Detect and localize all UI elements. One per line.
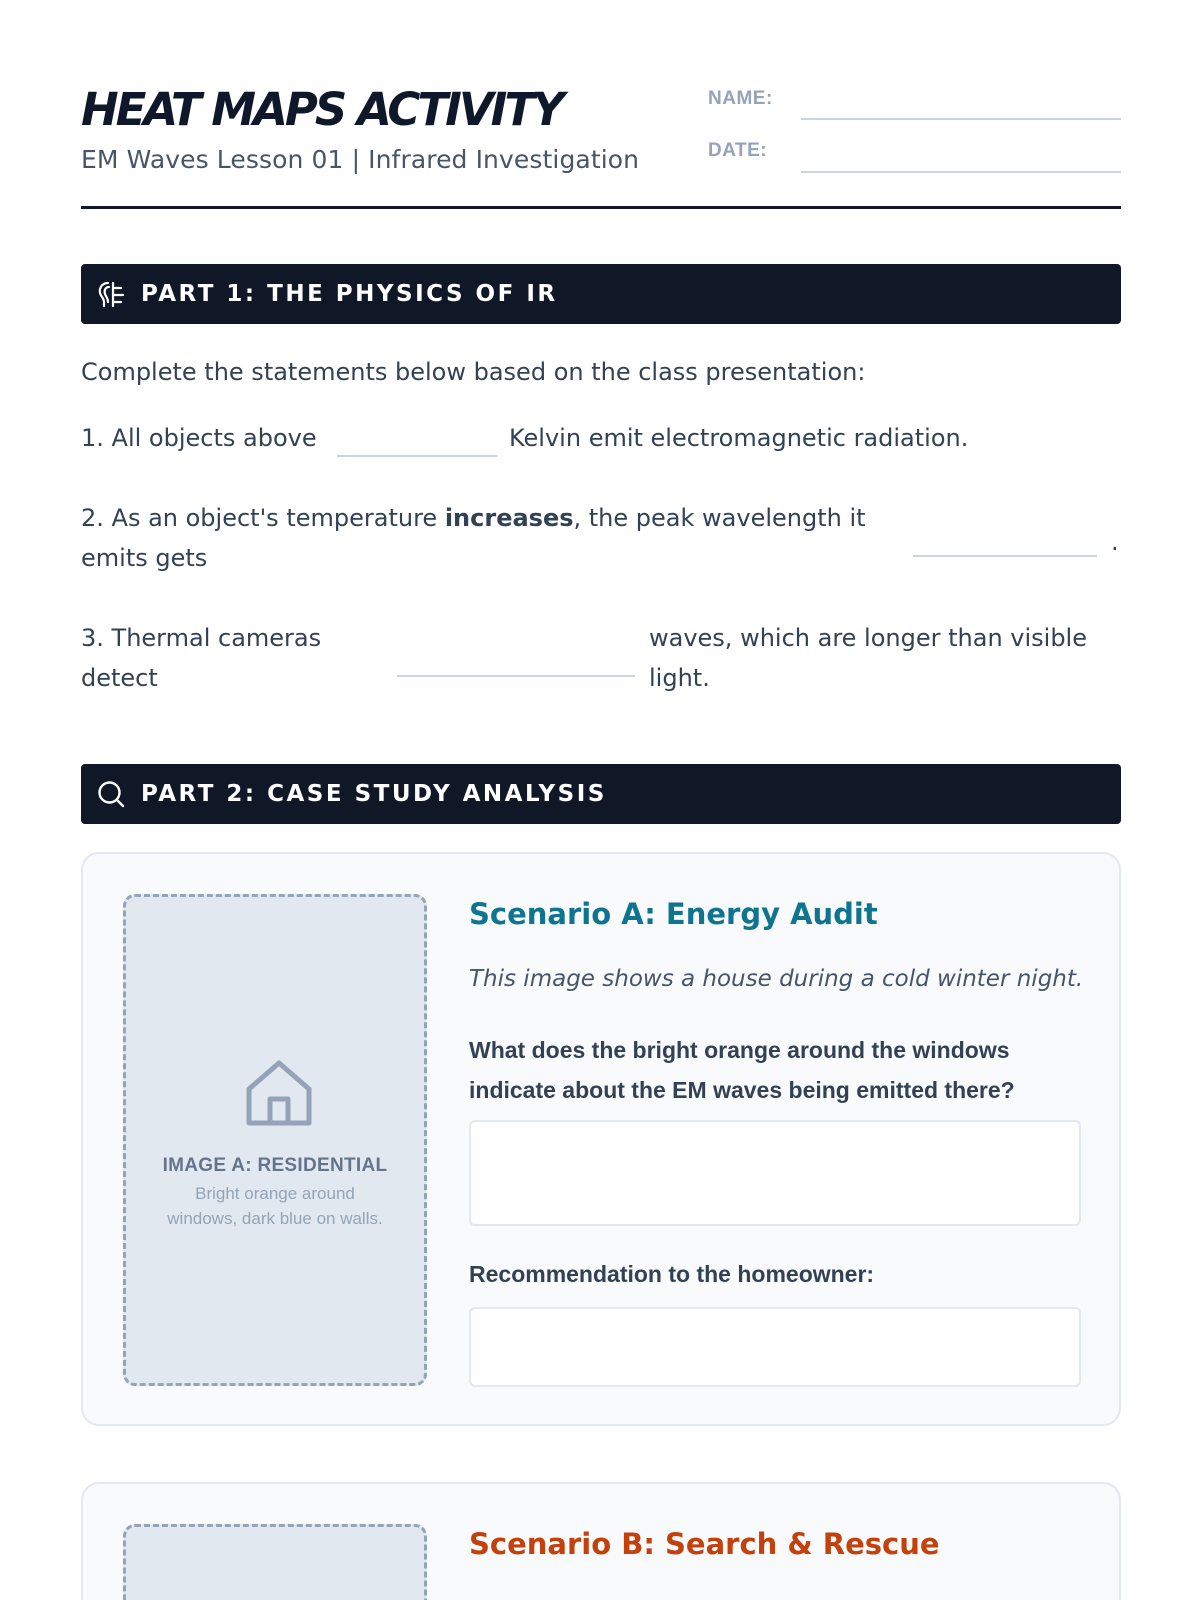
scenario-a-question1-line1: What does the bright orange around the windows [469, 1037, 1010, 1063]
q3-text-after-line1: waves, which are longer than visible [649, 624, 1087, 652]
scenario-a-question2: Recommendation to the homeowner: [469, 1261, 875, 1287]
q1-blank[interactable] [337, 455, 497, 457]
scenario-a-image-title: IMAGE A: RESIDENTIAL [162, 1155, 388, 1176]
part2-header [81, 764, 1121, 824]
scenario-a-image-desc-line1: Bright orange around [195, 1184, 355, 1203]
name-label: NAME: [708, 88, 773, 109]
scenario-a-question1-line2: indicate about the EM waves being emitted there? [469, 1077, 1015, 1103]
scenario-b-title: Scenario B: Search & Rescue [469, 1527, 940, 1561]
scenario-a-answer2-input[interactable] [469, 1307, 1081, 1387]
search-icon [95, 778, 127, 810]
scenario-a-image-placeholder [123, 894, 427, 1386]
scenario-a-answer1-input[interactable] [469, 1120, 1081, 1226]
part2-title: PART 2: CASE STUDY ANALYSIS [141, 781, 607, 807]
q3-text-after-line2: light. [649, 664, 710, 692]
date-label: DATE: [708, 140, 768, 161]
header-divider [81, 206, 1121, 209]
q2-period: . [1111, 528, 1119, 556]
name-field[interactable] [801, 118, 1121, 120]
scenario-a-image-desc [126, 1181, 424, 1231]
q3-text-line2: detect [81, 664, 158, 692]
page-subtitle: EM Waves Lesson 01 | Infrared Investigation [81, 145, 640, 174]
page-title: HEAT MAPS ACTIVITY [81, 83, 562, 136]
q3-text-line1: 3. Thermal cameras [81, 624, 322, 652]
scenario-b-image-placeholder [123, 1524, 427, 1600]
thermal-sensor-icon [95, 278, 127, 310]
scenario-a-context: This image shows a house during a cold winter night. [469, 966, 1084, 992]
scenario-a-question1 [469, 1030, 1069, 1110]
q2-text-line2: emits gets [81, 544, 208, 572]
part1-intro: Complete the statements below based on the class presentation: [81, 358, 866, 386]
q2-text-before: 2. As an object's temperature [81, 504, 438, 532]
house-icon [244, 1057, 314, 1129]
q2-text [81, 498, 866, 538]
scenario-a-title: Scenario A: Energy Audit [469, 897, 878, 931]
part1-header [81, 264, 1121, 324]
part1-title: PART 1: THE PHYSICS OF IR [141, 281, 558, 307]
scenario-b-card [81, 1482, 1121, 1600]
scenario-a-image-desc-line2: windows, dark blue on walls. [167, 1209, 383, 1228]
q2-text-bold: increases [444, 504, 574, 532]
worksheet-page [81, 0, 1121, 1600]
q2-text-after: , the peak wavelength it [573, 504, 866, 532]
q1-text-after: Kelvin emit electromagnetic radiation. [509, 424, 969, 452]
scenario-a-card [81, 852, 1121, 1426]
q1-text-before: 1. All objects above [81, 424, 317, 452]
q2-blank[interactable] [913, 555, 1097, 557]
q3-blank[interactable] [397, 675, 635, 677]
date-field[interactable] [801, 171, 1121, 173]
